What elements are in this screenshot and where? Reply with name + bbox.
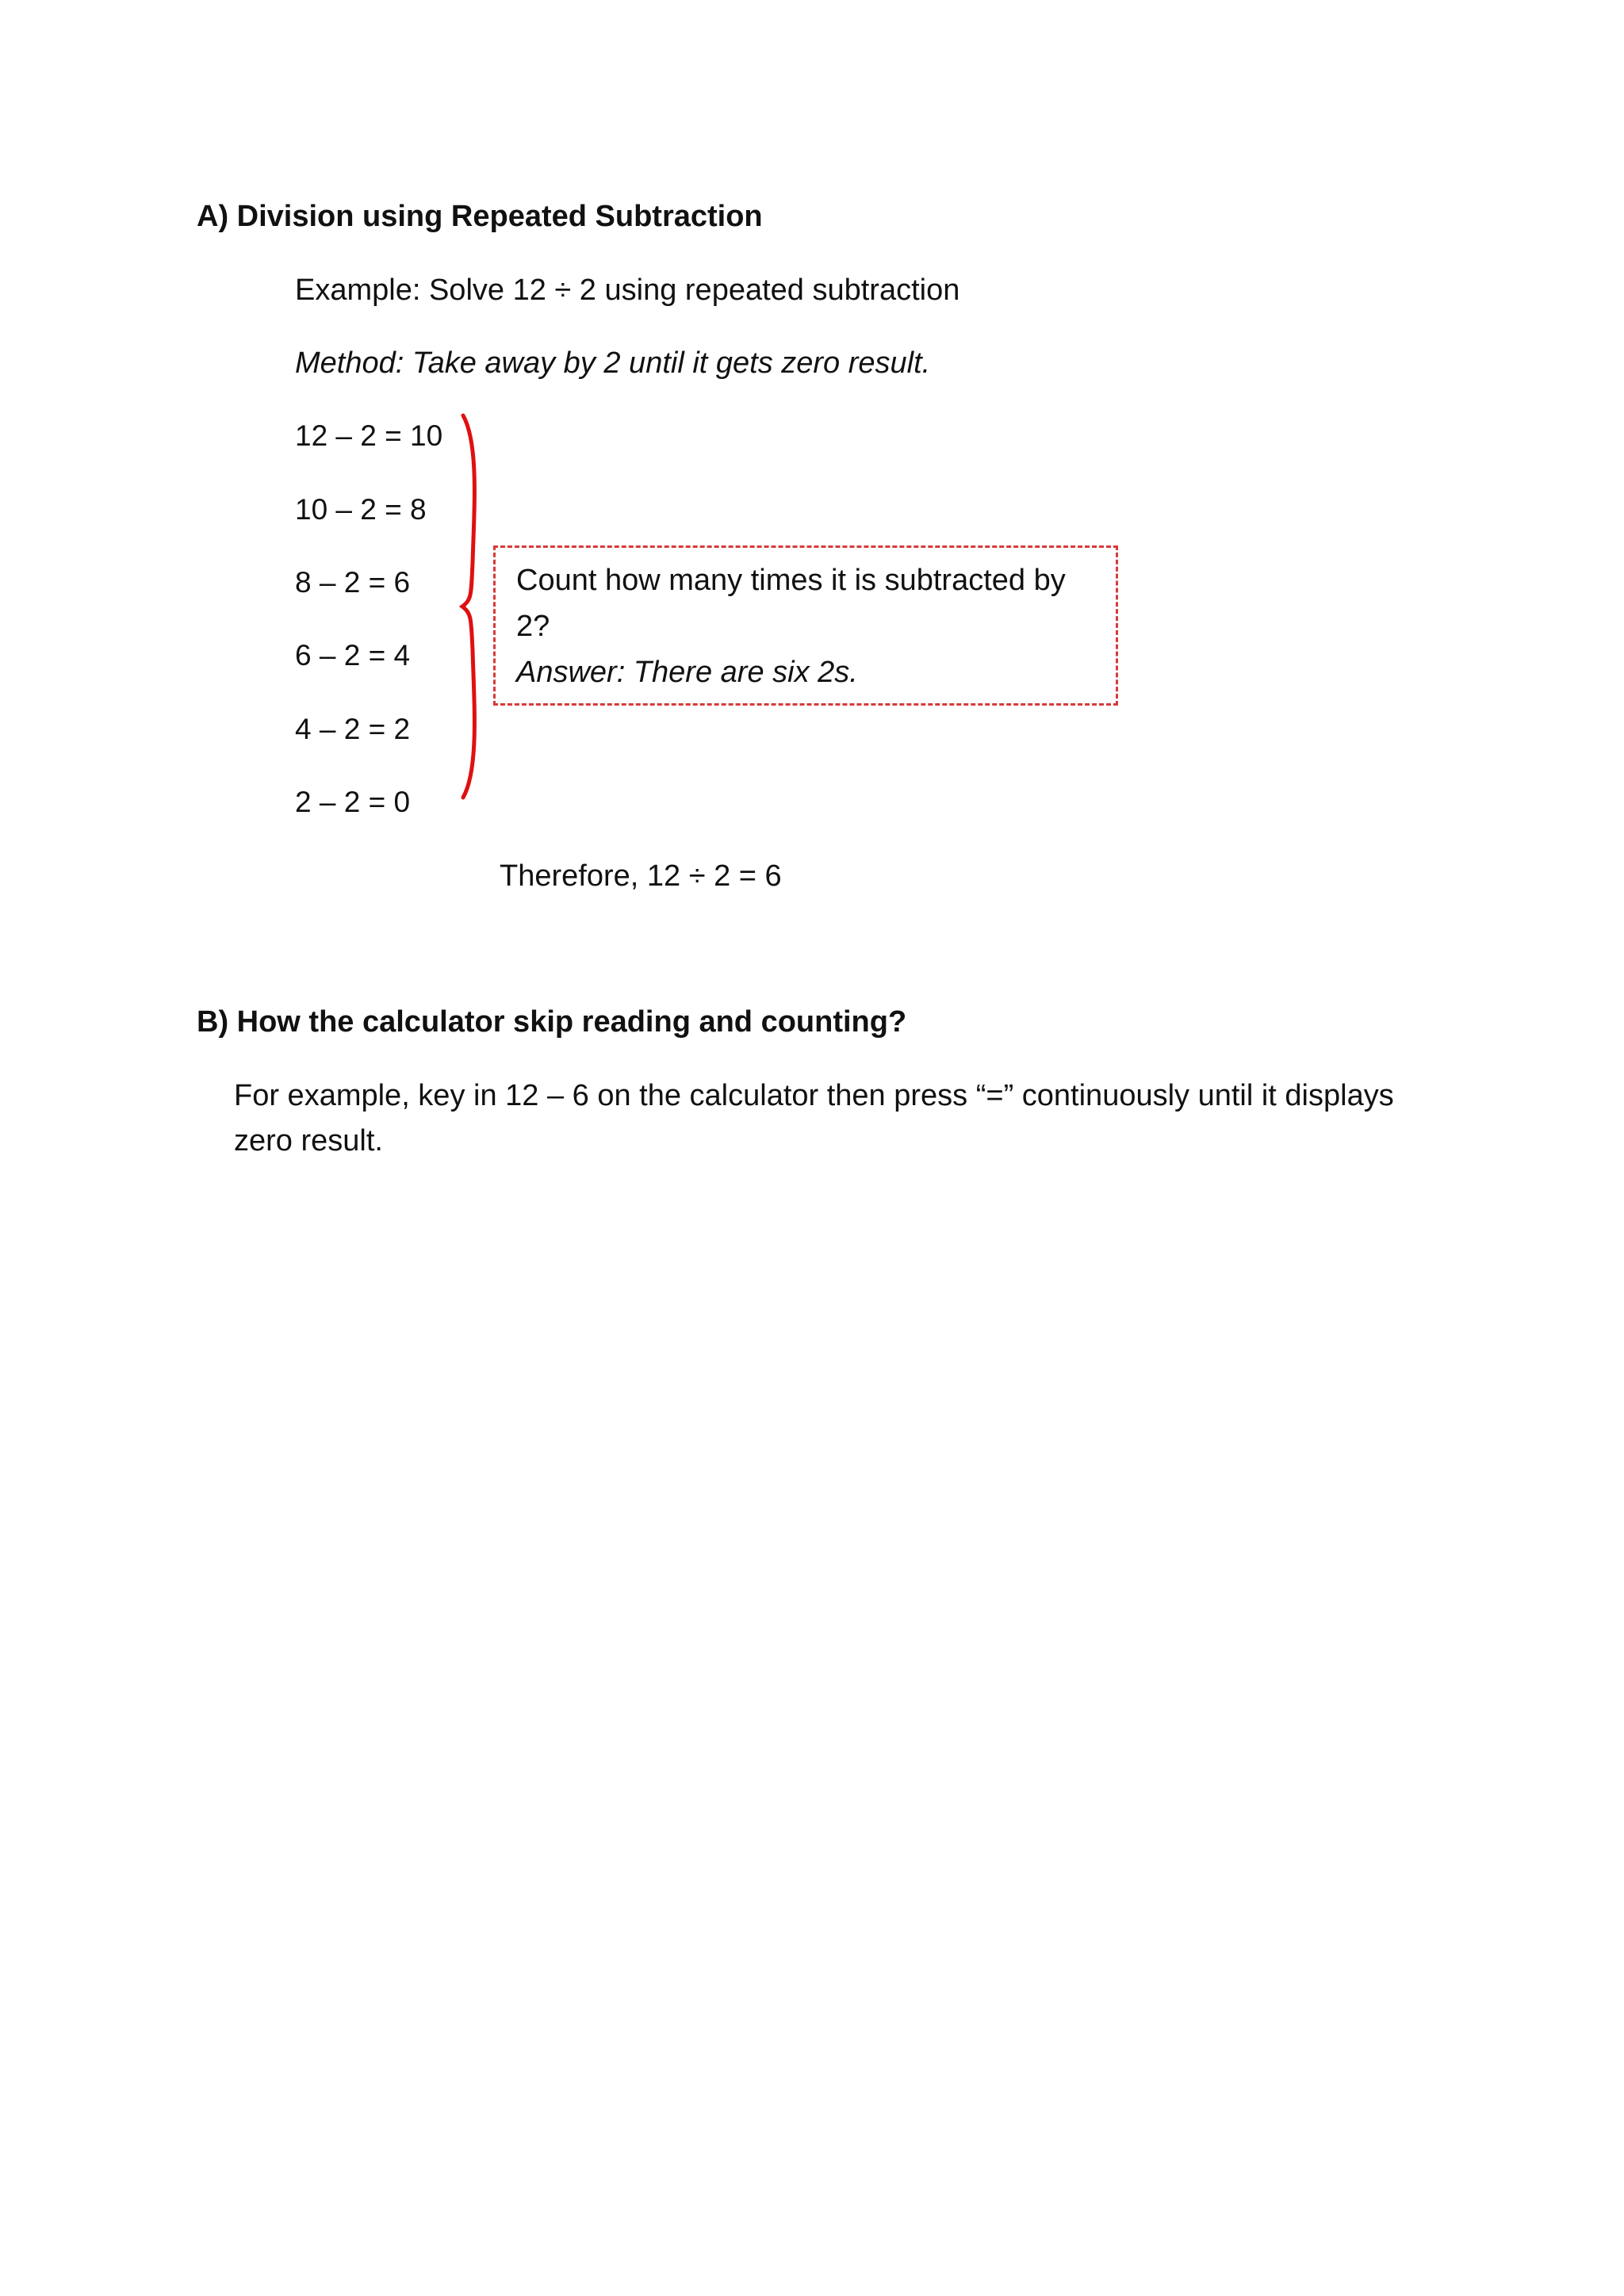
section-a-heading: A) Division using Repeated Subtraction [197,200,763,233]
callout-question-line2: 2? [516,610,550,643]
section-b-body-line1: For example, key in 12 – 6 on the calculator then press “=” continuously until it displays [234,1079,1394,1112]
section-b-heading: B) How the calculator skip reading and counting? [197,1005,907,1039]
step-1: 12 – 2 = 10 [295,419,443,452]
callout-question-line1: Count how many times it is subtracted by [516,564,1066,597]
callout-answer: Answer: There are six 2s. [516,656,858,689]
step-3: 8 – 2 = 6 [295,566,411,599]
section-b-body-line2: zero result. [234,1124,383,1158]
method-text: Method: Take away by 2 until it gets zero result. [295,346,931,380]
conclusion-text: Therefore, 12 ÷ 2 = 6 [500,859,782,893]
count-callout-box [493,545,1118,706]
step-4: 6 – 2 = 4 [295,639,411,672]
step-6: 2 – 2 = 0 [295,786,411,818]
step-2: 10 – 2 = 8 [295,493,427,526]
example-text: Example: Solve 12 ÷ 2 using repeated subtraction [295,274,960,307]
step-5: 4 – 2 = 2 [295,713,411,745]
red-curly-brace [458,412,490,801]
